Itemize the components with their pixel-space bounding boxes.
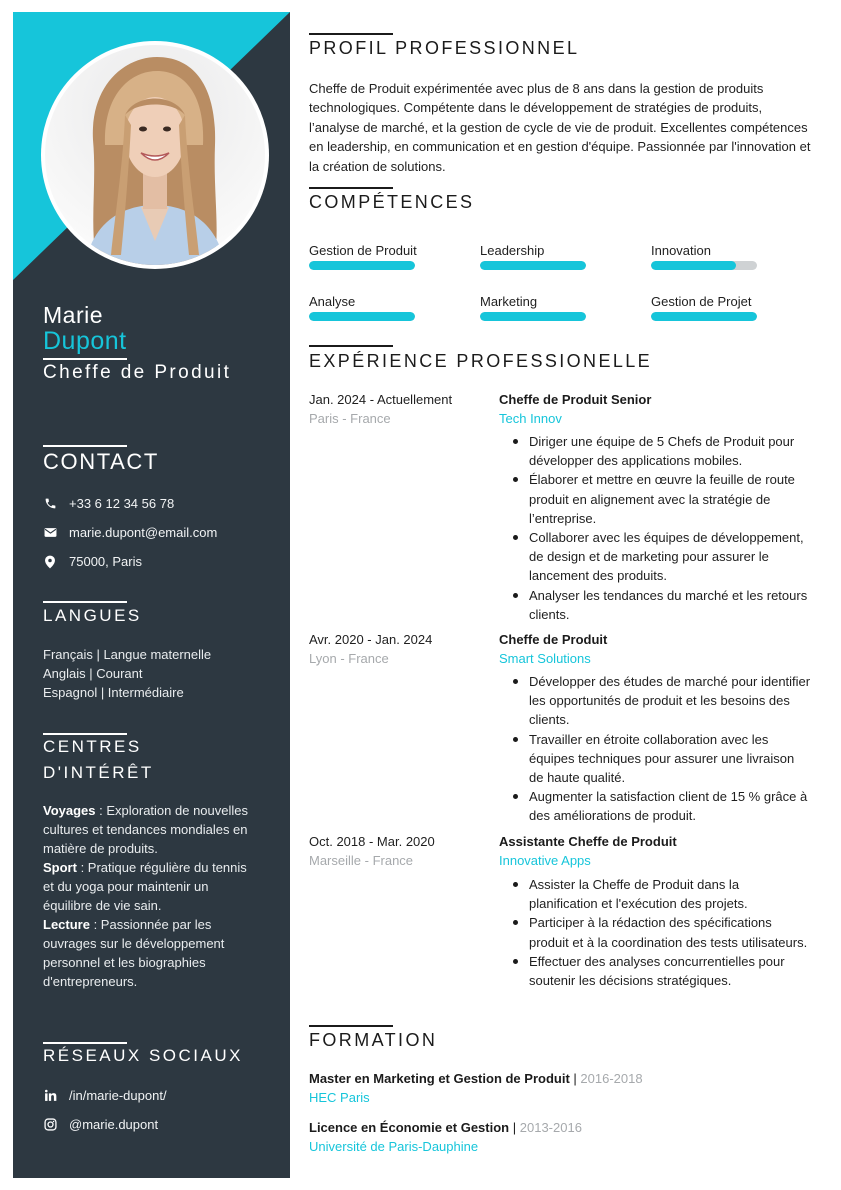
skill-label: Gestion de Produit xyxy=(309,243,417,258)
profile-heading: PROFIL PROFESSIONNEL xyxy=(309,38,580,58)
job-bullets xyxy=(511,672,811,826)
linkedin-text: /in/marie-dupont/ xyxy=(69,1088,167,1103)
job-role: Cheffe de Produit xyxy=(499,632,608,647)
skill-bar xyxy=(309,312,415,321)
profile-summary: Cheffe de Produit expérimentée avec plus de 8 ans dans la gestion de produits technologiques. Compétente dans le développement de stratégies de produits, l’analyse de marché, et la gestion de cycle de vie de produit. Excellentes compétences en leadership, en communication et en gestion d'équipe. Passionnée par l'innovation et la création de solutions. xyxy=(309,81,811,174)
job-location: Paris - France xyxy=(309,411,391,426)
social-heading: RÉSEAUX SOCIAUX xyxy=(43,1046,243,1065)
phone-row[interactable] xyxy=(43,496,174,511)
interest-item xyxy=(43,801,258,858)
skill-label: Marketing xyxy=(480,294,538,309)
contact-heading: CONTACT xyxy=(43,449,159,474)
interest-label: Lecture xyxy=(43,917,90,932)
interest-text: : Pratique régulière du tennis et du yoga pour maintenir un équilibre de vie sain. xyxy=(43,860,247,913)
job-dates: Avr. 2020 - Jan. 2024 xyxy=(309,632,433,647)
experience-divider xyxy=(309,345,393,347)
job-title: Cheffe de Produit xyxy=(43,362,232,383)
school-name: HEC Paris xyxy=(309,1090,370,1105)
job-company: Innovative Apps xyxy=(499,853,591,868)
job-location: Lyon - France xyxy=(309,651,389,666)
contact-divider xyxy=(43,445,127,447)
job-bullet: Assister la Cheffe de Produit dans la planification et l'exécution des projets. xyxy=(511,875,811,913)
job-bullet: Élaborer et mettre en œuvre la feuille de route produit en alignement avec la stratégie de l’entreprise. xyxy=(511,470,811,528)
job-bullet: Collaborer avec les équipes de développement, de design et de marketing pour assurer le lancement des produits. xyxy=(511,528,811,586)
interest-text: : Passionnée par les ouvrages sur le développement personnel et les biographies d'entrepreneurs. xyxy=(43,917,225,989)
skill-item xyxy=(480,294,588,309)
linkedin-icon xyxy=(43,1089,57,1103)
job-company: Tech Innov xyxy=(499,411,562,426)
skill-bar-fill xyxy=(480,312,586,321)
skill-bar xyxy=(651,261,757,270)
languages-list xyxy=(43,645,268,702)
sidebar xyxy=(13,12,290,1178)
skill-bar-fill xyxy=(651,312,757,321)
school-name: Université de Paris-Dauphine xyxy=(309,1139,479,1154)
interests-list xyxy=(43,801,258,991)
job-company: Smart Solutions xyxy=(499,651,591,666)
job-role: Cheffe de Produit Senior xyxy=(499,392,652,407)
job-bullet: Travailler en étroite collaboration avec les équipes techniques pour assurer une livraison de haute qualité. xyxy=(511,730,811,788)
degree-years: 2016-2018 xyxy=(580,1071,643,1086)
interest-item xyxy=(43,915,258,991)
skill-bar-fill xyxy=(480,261,586,270)
language-item: Espagnol | Intermédiaire xyxy=(43,685,184,700)
languages-heading: LANGUES xyxy=(43,606,142,625)
profile-photo xyxy=(41,41,269,269)
skills-heading: COMPÉTENCES xyxy=(309,192,475,212)
location-pin-icon xyxy=(43,555,57,569)
skill-bar-fill xyxy=(651,261,736,270)
skill-item xyxy=(309,243,417,258)
experience-heading: EXPÉRIENCE PROFESSIONELLE xyxy=(309,351,653,371)
separator: | xyxy=(573,1071,577,1086)
skill-bar xyxy=(651,312,757,321)
job-bullet: Développer des études de marché pour identifier les opportunités de produit et les besoins des clients. xyxy=(511,672,811,730)
job-location: Marseille - France xyxy=(309,853,414,868)
job-bullets xyxy=(511,875,811,990)
education-title xyxy=(309,1120,582,1135)
interest-item xyxy=(43,858,258,915)
skill-item xyxy=(651,294,759,309)
interests-heading-line2: D'INTÉRÊT xyxy=(43,763,154,782)
skill-label: Gestion de Projet xyxy=(651,294,752,309)
phone-icon xyxy=(43,497,57,511)
last-name: Dupont xyxy=(43,327,127,355)
job-bullet: Participer à la rédaction des spécifications produit et à la coordination des tests utilisateurs. xyxy=(511,913,811,951)
interest-label: Sport xyxy=(43,860,77,875)
skill-bar xyxy=(480,312,586,321)
degree-name: Licence en Économie et Gestion xyxy=(309,1120,510,1135)
address-text: 75000, Paris xyxy=(69,554,142,569)
social-divider xyxy=(43,1042,127,1044)
job-bullet: Diriger une équipe de 5 Chefs de Produit pour développer des applications mobiles. xyxy=(511,432,811,470)
job-bullets xyxy=(511,432,811,624)
instagram-row[interactable] xyxy=(43,1117,158,1132)
job-dates: Jan. 2024 - Actuellement xyxy=(309,392,453,407)
job-bullet: Augmenter la satisfaction client de 15 % grâce à des améliorations de produit. xyxy=(511,787,811,825)
languages-divider xyxy=(43,601,127,603)
phone-text: +33 6 12 34 56 78 xyxy=(69,496,175,511)
job-bullet: Effectuer des analyses concurrentielles pour soutenir les décisions stratégiques. xyxy=(511,952,811,990)
language-item: Anglais | Courant xyxy=(43,666,143,681)
job-dates: Oct. 2018 - Mar. 2020 xyxy=(309,834,435,849)
degree-years: 2013-2016 xyxy=(519,1120,582,1135)
separator: | xyxy=(512,1120,517,1135)
degree-name: Master en Marketing et Gestion de Produit xyxy=(309,1071,570,1086)
skill-item xyxy=(309,294,417,309)
education-divider xyxy=(309,1025,393,1027)
skill-bar-fill xyxy=(309,312,415,321)
skill-label: Leadership xyxy=(480,243,545,258)
skill-bar xyxy=(309,261,415,270)
mail-icon xyxy=(43,526,57,540)
profile-divider xyxy=(309,33,393,35)
address-row xyxy=(43,554,142,569)
interests-divider xyxy=(43,733,127,735)
instagram-text: @marie.dupont xyxy=(69,1117,159,1132)
interest-text: : Exploration de nouvelles cultures et tendances mondiales en matière de produits. xyxy=(43,803,248,856)
interest-label: Voyages xyxy=(43,803,96,818)
instagram-icon xyxy=(43,1118,57,1132)
skill-item xyxy=(651,243,759,258)
skill-bar-fill xyxy=(309,261,415,270)
skills-divider xyxy=(309,187,393,189)
email-text: marie.dupont@email.com xyxy=(69,525,218,540)
skill-label: Analyse xyxy=(309,294,356,309)
email-row[interactable] xyxy=(43,525,217,540)
job-role: Assistante Cheffe de Produit xyxy=(499,834,677,849)
interests-heading-line1: CENTRES xyxy=(43,737,142,756)
name-divider xyxy=(43,358,127,360)
skill-item xyxy=(480,243,588,258)
linkedin-row[interactable] xyxy=(43,1088,167,1103)
first-name: Marie xyxy=(43,302,104,328)
job-bullet: Analyser les tendances du marché et les retours clients. xyxy=(511,586,811,624)
language-item: Français | Langue maternelle xyxy=(43,647,212,662)
education-heading: FORMATION xyxy=(309,1030,438,1050)
education-title xyxy=(309,1071,643,1086)
skill-bar xyxy=(480,261,586,270)
skill-label: Innovation xyxy=(651,243,711,258)
